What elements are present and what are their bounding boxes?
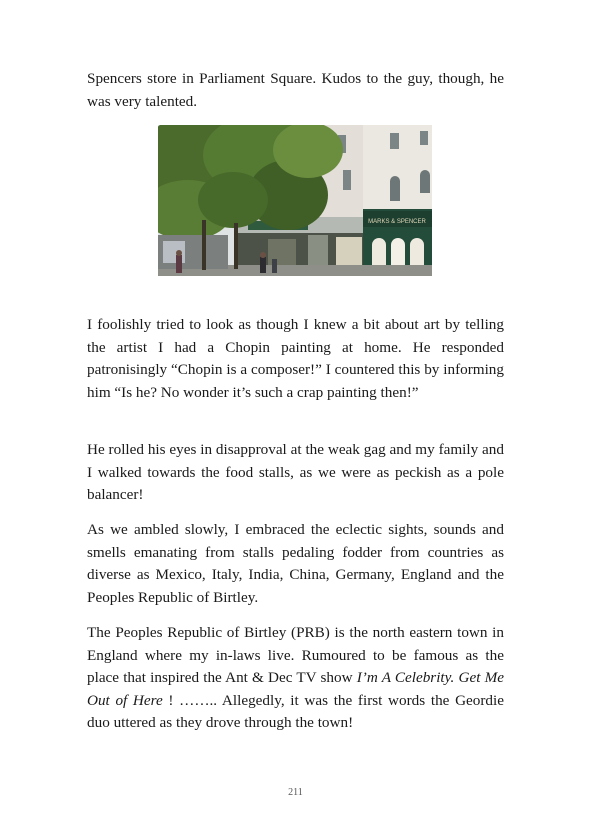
paragraph-eclectic: As we ambled slowly, I embraced the eclectic sights, sounds and smells emanating from stalls pedaling fodder from countries as diverse as Mexico, Italy, India, China, Germany, England and the Peoples Republic of Birtley.	[87, 521, 504, 606]
paragraph-birtley	[87, 622, 504, 735]
paragraph-intro: Spencers store in Parliament Square. Kudos to the guy, though, he was very talented.	[87, 70, 504, 110]
paragraph-chopin: I foolishly tried to look as though I knew a bit about art by telling the artist I had a Chopin painting at home. He responded patronisingly “Chopin is a composer!” I countered this by informing him “Is he? No wonder it’s such a crap painting then!”	[87, 316, 504, 401]
birtley-text-start: The Peoples Republic of Birtley (PRB) is the north eastern town in England where my in-laws live. Rumoured to be famous as the place that inspired the Ant & Dec TV show	[87, 624, 504, 686]
show-title: I’m A Celebrity. Get Me Out of Here	[87, 669, 504, 709]
paragraph-food-stalls: He rolled his eyes in disapproval at the weak gag and my family and I walked towards the food stalls, as we were as peckish as a pole balancer!	[87, 441, 504, 503]
street-photo	[158, 125, 432, 276]
page-number: 211	[288, 787, 303, 798]
store-sign-right: MARKS & SPENCER	[368, 219, 426, 225]
birtley-text-end: ! …….. Allegedly, it was the first words the Geordie duo uttered as they drove through the town!	[87, 691, 504, 731]
